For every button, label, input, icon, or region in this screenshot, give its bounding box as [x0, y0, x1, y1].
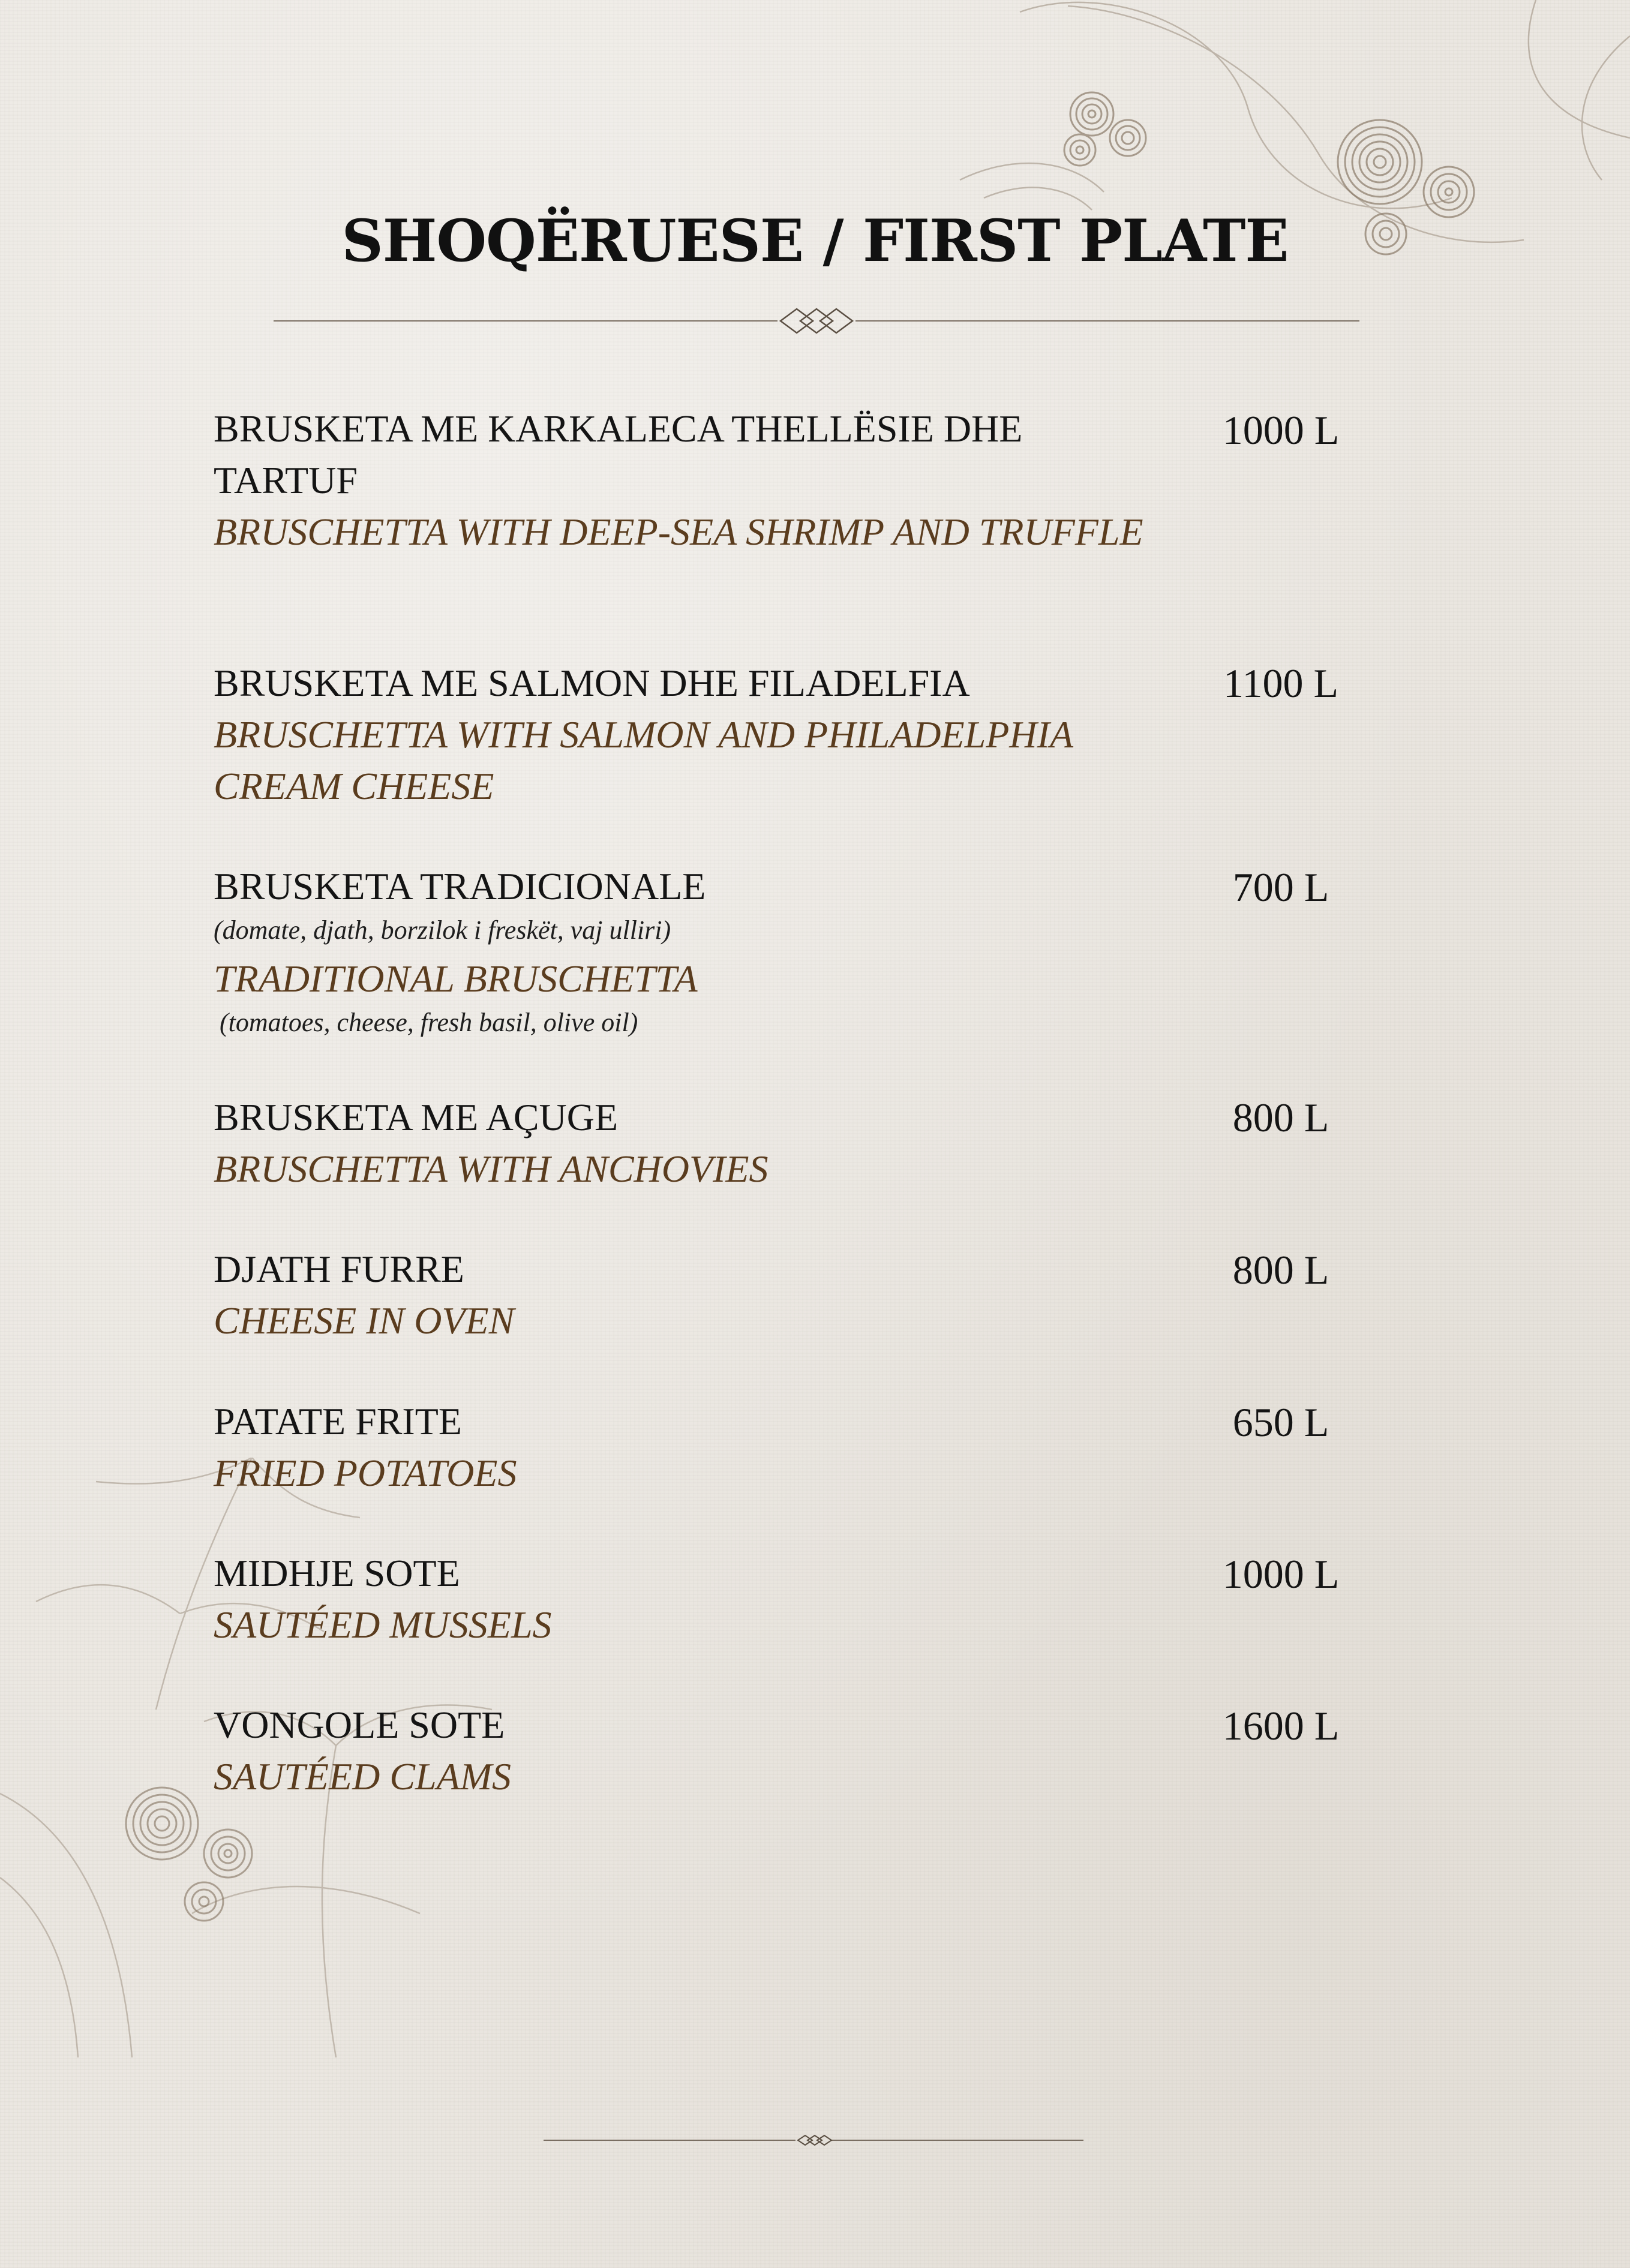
menu-item — [214, 1699, 1173, 1803]
item-name-english: BRUSCHETTA WITH SALMON AND PHILADELPHIA CREAM CHEESE — [214, 713, 1073, 807]
item-price: 1000 L — [1222, 407, 1340, 453]
item-price: 1600 L — [1222, 1703, 1340, 1749]
item-name-english: BRUSCHETTA WITH DEEP-SEA SHRIMP AND TRUFFLE — [214, 510, 1143, 553]
item-name-english: TRADITIONAL BRUSCHETTA — [214, 957, 698, 1000]
item-name-english: BRUSCHETTA WITH ANCHOVIES — [214, 1147, 769, 1190]
item-name-albanian: BRUSKETA ME AÇUGE — [214, 1096, 619, 1138]
item-name-english: SAUTÉED CLAMS — [214, 1755, 511, 1798]
footer-divider — [544, 2128, 1083, 2152]
item-note-albanian: (domate, djath, borzilok i freskët, vaj ulliri) — [214, 915, 671, 945]
item-price: 1100 L — [1223, 660, 1338, 706]
item-price: 800 L — [1232, 1095, 1329, 1140]
page-title: SHOQËRUESE / FIRST PLATE — [341, 207, 1289, 275]
item-name-albanian: BRUSKETA ME SALMON DHE FILADELFIA — [214, 662, 970, 704]
diamond-ornament-icon — [798, 2135, 831, 2145]
item-price: 1000 L — [1222, 1551, 1340, 1597]
menu-item — [214, 1092, 1173, 1195]
item-price: 700 L — [1232, 864, 1329, 910]
item-price: 800 L — [1232, 1247, 1329, 1293]
item-price: 650 L — [1232, 1399, 1329, 1445]
item-name-english: SAUTÉED MUSSELS — [214, 1603, 552, 1646]
item-name-albanian: VONGOLE SOTE — [214, 1704, 505, 1746]
menu-item — [214, 403, 1173, 558]
menu-item — [214, 1548, 1173, 1651]
item-note-english: (tomatoes, cheese, fresh basil, olive oil) — [220, 1008, 638, 1037]
item-name-english: CHEESE IN OVEN — [214, 1299, 515, 1342]
item-name-albanian: BRUSKETA ME KARKALECA THELLËSIE DHE TARTUF — [214, 407, 1023, 501]
item-name-albanian: MIDHJE SOTE — [214, 1552, 460, 1594]
menu-item — [214, 1396, 1173, 1499]
menu-item — [214, 657, 1083, 812]
diamond-ornament-icon — [781, 309, 852, 333]
item-name-albanian: BRUSKETA TRADICIONALE — [214, 865, 706, 908]
item-name-albanian: PATATE FRITE — [214, 1400, 462, 1443]
item-name-english: FRIED POTATOES — [214, 1452, 517, 1494]
item-name-albanian: DJATH FURRE — [214, 1248, 464, 1290]
swirl-ornament-top-right — [912, 0, 1630, 336]
title-divider — [274, 303, 1359, 339]
menu-item — [214, 861, 1173, 1041]
menu-item — [214, 1243, 1173, 1347]
